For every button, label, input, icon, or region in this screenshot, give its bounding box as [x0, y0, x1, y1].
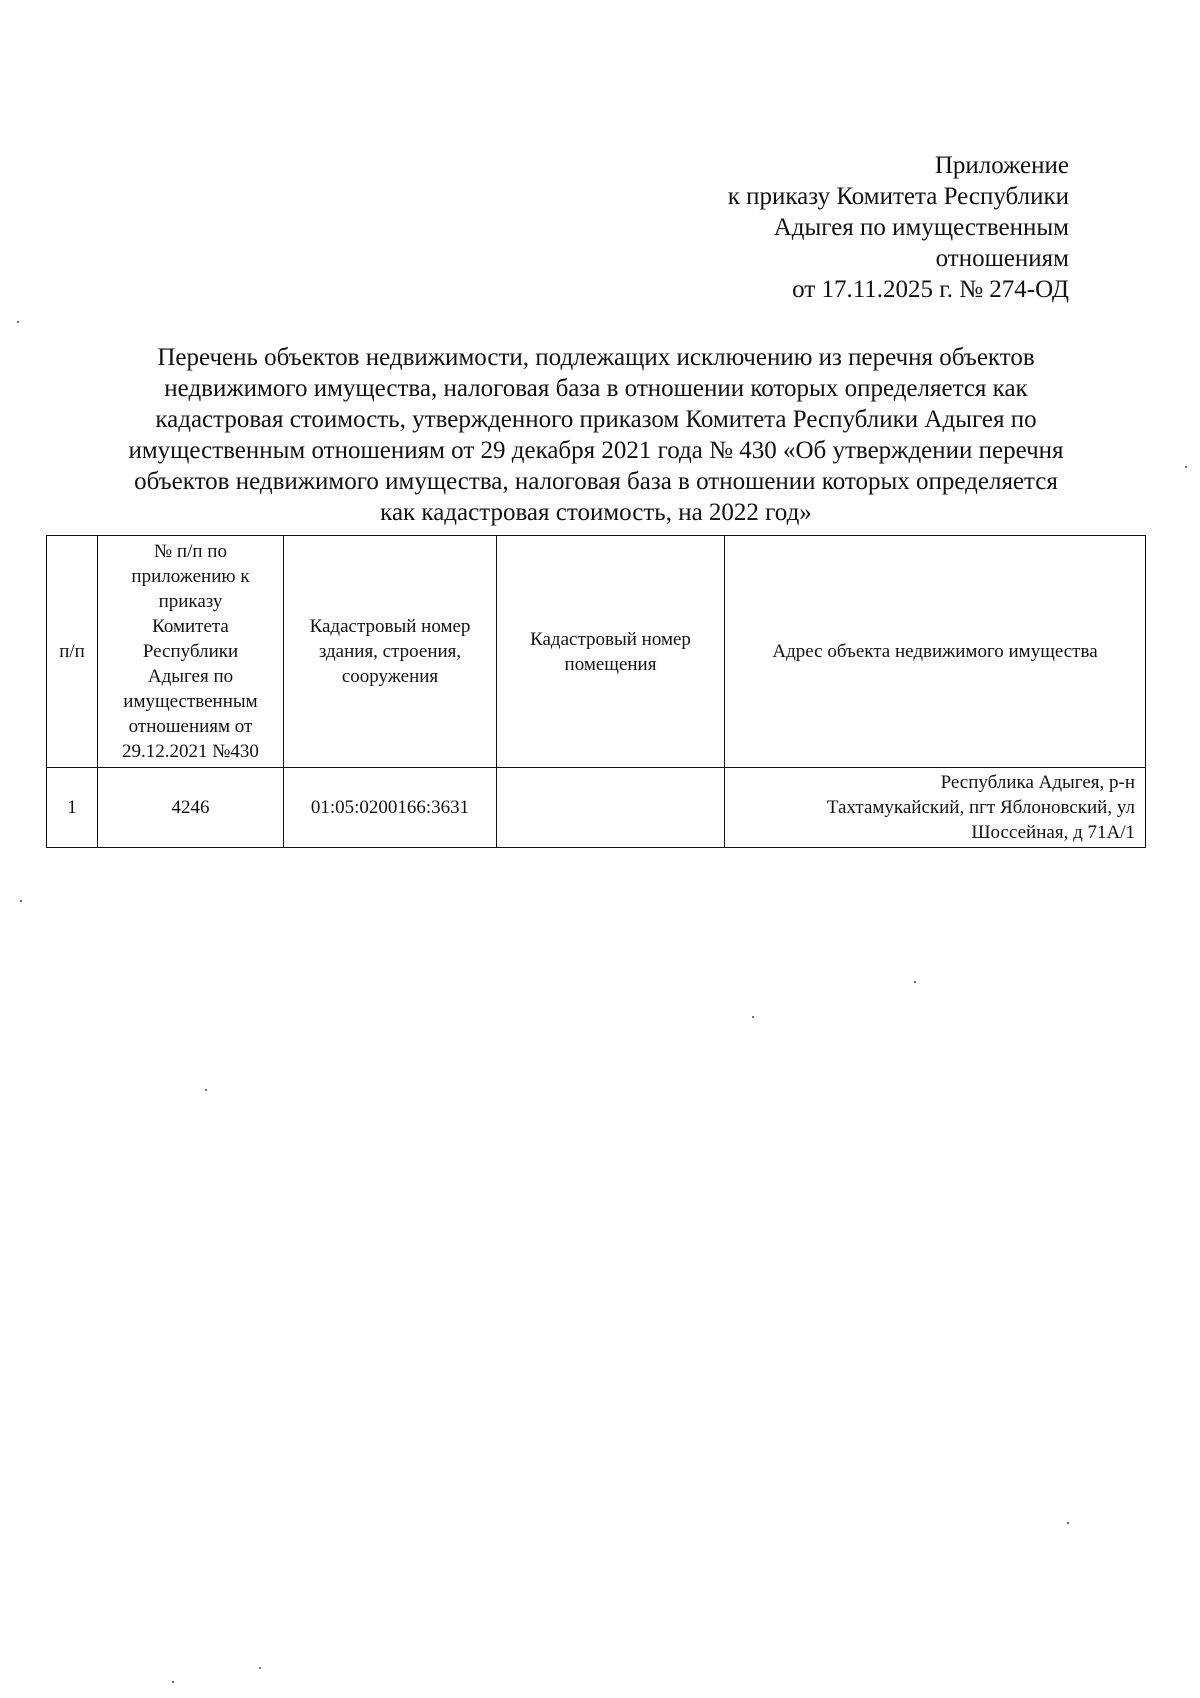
appendix-line: Приложение [934, 152, 1069, 179]
table-row [47, 768, 1146, 848]
header-building-cadastral-number: Кадастровый номер здания, строения, сооружения [284, 536, 497, 768]
header-np: п/п [47, 536, 98, 768]
table-header-row [47, 536, 1146, 768]
scan-speck [20, 900, 22, 902]
title-line: имущественным отношениям от 29 декабря 2021 года № 430 «Об утверждении перечня [128, 437, 1064, 464]
cell-reference-number: 4246 [98, 768, 284, 848]
cell-building-cadastral-number: 01:05:0200166:3631 [284, 768, 497, 848]
appendix-line: к приказу Комитета Республики [727, 183, 1069, 210]
appendix-line: Адыгея по имущественным [773, 214, 1069, 241]
appendix-line: отношениям [935, 245, 1069, 272]
title-line: объектов недвижимого имущества, налоговая база в отношении которых определяется [134, 468, 1058, 495]
scan-speck [17, 321, 19, 323]
scan-speck [1185, 466, 1187, 468]
objects-table [46, 535, 1146, 848]
title-line: как кадастровая стоимость, на 2022 год» [380, 499, 812, 526]
cell-address: Республика Адыгея, р-н Тахтамукайский, пгт Яблоновский, ул Шоссейная, д 71А/1 [725, 768, 1146, 848]
title-line: Перечень объектов недвижимости, подлежащих исключению из перечня объектов [157, 344, 1035, 371]
scan-speck [1067, 1522, 1069, 1524]
scan-speck [259, 1667, 261, 1669]
title-line: недвижимого имущества, налоговая база в отношении которых определяется как [164, 375, 1028, 402]
header-premise-cadastral-number: Кадастровый номер помещения [497, 536, 725, 768]
cell-np: 1 [47, 768, 98, 848]
header-address: Адрес объекта недвижимого имущества [725, 536, 1146, 768]
scan-speck [172, 1681, 174, 1683]
cell-premise-cadastral-number [497, 768, 725, 848]
scan-speck [752, 1016, 754, 1018]
scan-speck [914, 981, 916, 983]
appendix-line: от 17.11.2025 г. № 274-ОД [792, 276, 1069, 303]
document-title [44, 342, 1148, 528]
scan-speck [205, 1089, 207, 1091]
header-reference-number: № п/п по приложению к приказу Комитета Республики Адыгея по имущественным отношениям от 29.12.2021 №430 [98, 536, 284, 768]
appendix-block [609, 150, 1069, 305]
title-line: кадастровая стоимость, утвержденного приказом Комитета Республики Адыгея по [155, 406, 1037, 433]
